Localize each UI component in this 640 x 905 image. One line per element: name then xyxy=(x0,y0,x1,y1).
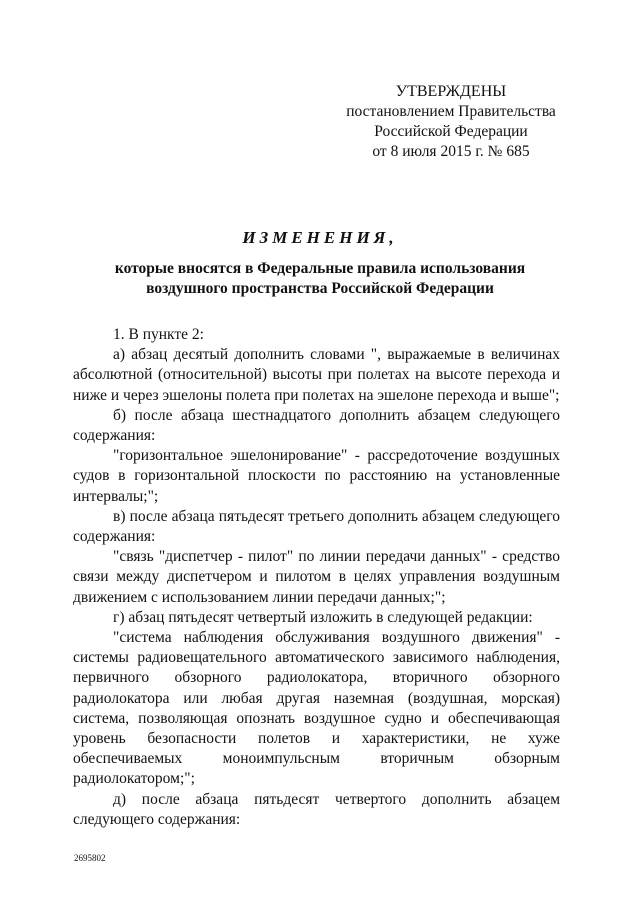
paragraph-subitem-b: б) после абзаца шестнадцатого дополнить абзацем следующего содержания: xyxy=(73,406,560,445)
paragraph-subitem-d: д) после абзаца пятьдесят четвертого дополнить абзацем следующего содержания: xyxy=(73,790,560,828)
approval-line-date-number: от 8 июля 2015 г. № 685 xyxy=(372,143,530,160)
approval-heading: УТВЕРЖДЕНЫ xyxy=(395,83,507,100)
paragraph-definition-horizontal-separation: "горизонтальное эшелонирование" - рассредоточение воздушных судов в горизонтальной плоскости по расстоянию на установленные интервалы;"; xyxy=(73,447,560,505)
paragraph-subitem-g: г) абзац пятьдесят четвертый изложить в следующей редакции: xyxy=(113,608,533,626)
subtitle-line-1: которые вносятся в Федеральные правила использования xyxy=(114,260,526,277)
paragraph-item-1: 1. В пункте 2: xyxy=(113,326,204,343)
paragraph-subitem-v: в) после абзаца пятьдесят третьего дополнить абзацем следующего содержания: xyxy=(73,507,560,546)
paragraph-subitem-a: а) абзац десятый дополнить словами ", выражаемые в величинах абсолютной (относительной) высоты при полетах на высоте перехода и ниже и через эшелоны полета при полетах на эшелоне перехода и выше"; xyxy=(73,346,560,404)
paragraph-definition-datalink: "связь "диспетчер - пилот" по линии передачи данных" - средство связи между диспетчером и пилотом в целях управления воздушным движением с использованием линии передачи данных;"; xyxy=(73,548,560,606)
approval-line-federation: Российской Федерации xyxy=(374,123,528,140)
subtitle-line-2: воздушного пространства Российской Федерации xyxy=(146,280,494,297)
approval-stamp xyxy=(320,82,582,162)
document-body xyxy=(73,325,560,830)
document-subtitle xyxy=(80,259,560,299)
document-code: 2695802 xyxy=(74,853,106,863)
approval-line-resolution: постановлением Правительства xyxy=(346,103,556,120)
paragraph-definition-surveillance-system: "система наблюдения обслуживания воздушного движения" - системы радиовещательного автоматического зависимого наблюдения, первичного обзорного радиолокатора, вторичного обзорного радиолокатора или любая другая наземная (воздушная, морская) система, позволяющая опознать воздушное судно и обеспечивающая уровень безопасности полетов и характеристики, не хуже обеспечиваемых моноимпульсным вторичным обзорным радиолокатором;"; xyxy=(73,629,560,788)
document-title: ИЗМЕНЕНИЯ, xyxy=(242,228,398,247)
